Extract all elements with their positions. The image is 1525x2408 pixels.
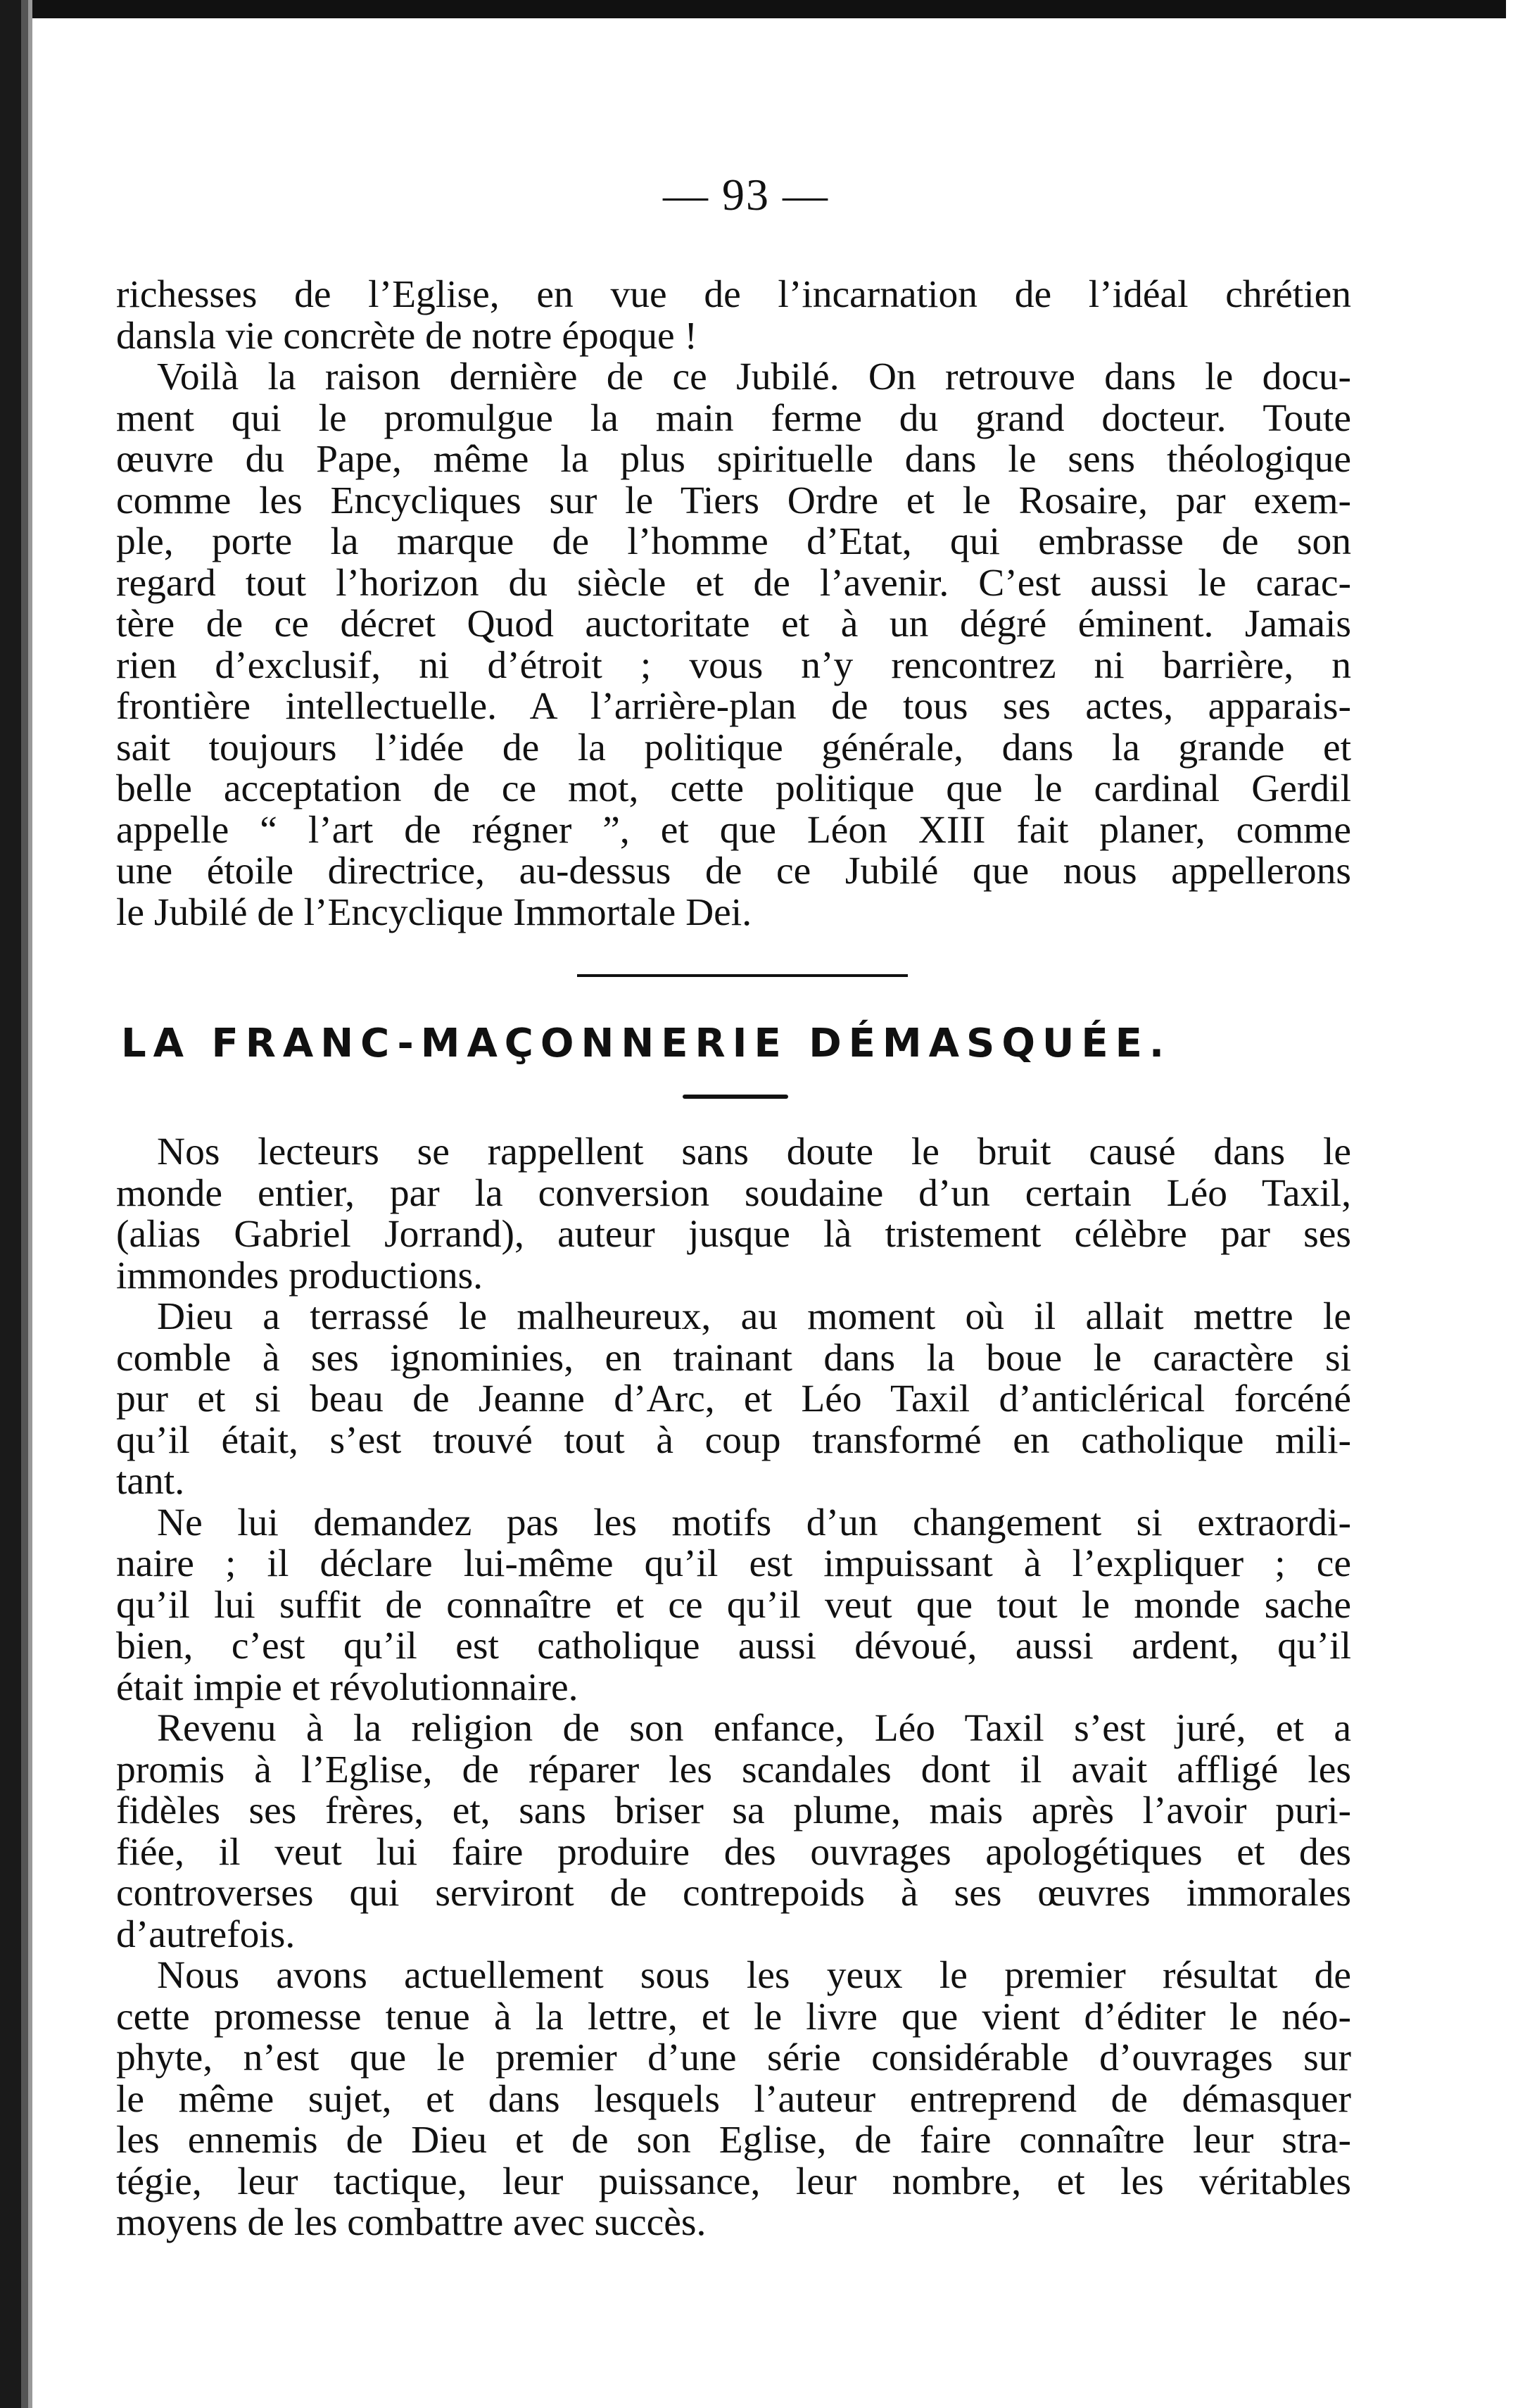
section-divider-rule (577, 974, 908, 977)
text-line: Voilà la raison dernière de ce Jubilé. On retrouve dans le docu- (157, 355, 1351, 398)
text-line: les ennemis de Dieu et de son Eglise, de faire connaître leur stra- (116, 2119, 1351, 2162)
paragraph (116, 1297, 1351, 1503)
section-heading: LA FRANC-MAÇONNERIE DÉMASQUÉE. (121, 1021, 1172, 1066)
text-line: tégie, leur tactique, leur puissance, leur nombre, et les véritables (116, 2160, 1351, 2203)
text-line: Ne lui demandez pas les motifs d’un changement si extraordi- (157, 1501, 1351, 1544)
text-line: tant. (116, 1460, 185, 1503)
paragraph (116, 1503, 1351, 1709)
text-line: Nos lecteurs se rappellent sans doute le bruit causé dans le (157, 1130, 1351, 1173)
text-line: immondes productions. (116, 1254, 483, 1297)
text-line: tère de ce décret Quod auctoritate et à un dégré éminent. Jamais (116, 603, 1351, 645)
text-line: rien d’exclusif, ni d’étroit ; vous n’y rencontrez ni barrière, n (116, 643, 1351, 687)
text-line: belle acceptation de ce mot, cette politique que le cardinal Gerdil (116, 767, 1351, 810)
heading-ornament-rule (683, 1095, 788, 1099)
section-continuation-text (116, 275, 1351, 933)
text-line: monde entier, par la conversion soudaine d’un certain Léo Taxil, (116, 1171, 1351, 1215)
text-line: (alias Gabriel Jorrand), auteur jusque là tristement célèbre par ses (116, 1213, 1351, 1256)
paragraph (116, 275, 1351, 357)
text-line: fidèles ses frères, et, sans briser sa plume, mais après l’avoir puri- (116, 1789, 1351, 1832)
text-line: dansla vie concrète de notre époque ! (116, 314, 697, 358)
text-line: frontière intellectuelle. A l’arrière-plan de tous ses actes, apparais- (116, 685, 1351, 728)
text-line: promis à l’Eglise, de réparer les scandales dont il avait affligé les (116, 1748, 1351, 1791)
paragraph (116, 357, 1351, 933)
text-line: naire ; il déclare lui-même qu’il est impuissant à l’expliquer ; ce (116, 1542, 1351, 1585)
text-line: moyens de les combattre avec succès. (116, 2201, 707, 2244)
text-line: pur et si beau de Jeanne d’Arc, et Léo Taxil d’anticlérical forcéné (116, 1378, 1351, 1420)
text-line: ple, porte la marque de l’homme d’Etat, qui embrasse de son (116, 520, 1351, 563)
text-line: était impie et révolutionnaire. (116, 1665, 578, 1709)
text-line: Nous avons actuellement sous les yeux le premier résultat de (157, 1954, 1351, 1997)
top-page-rule (14, 0, 1506, 18)
text-line: Dieu a terrassé le malheureux, au moment où il allait mettre le (157, 1295, 1351, 1338)
text-line: cette promesse tenue à la lettre, et le livre que vient d’éditer le néo- (116, 1995, 1351, 2038)
paragraph (116, 1955, 1351, 2244)
text-line: œuvre du Pape, même la plus spirituelle dans le sens théologique (116, 438, 1351, 481)
page-number: — 93 — (663, 170, 829, 220)
text-line: phyte, n’est que le premier d’une série considérable d’ouvrages sur (116, 2036, 1351, 2079)
text-line: qu’il était, s’est trouvé tout à coup transformé en catholique mili- (116, 1418, 1351, 1462)
text-line: appelle “ l’art de régner ”, et que Léon XIII fait planer, comme (116, 808, 1351, 852)
text-line: qu’il lui suffit de connaître et ce qu’il veut que tout le monde sache (116, 1583, 1351, 1627)
text-line: le Jubilé de l’Encyclique Immortale Dei. (116, 890, 752, 934)
text-line: richesses de l’Eglise, en vue de l’incarnation de l’idéal chrétien (116, 273, 1351, 316)
text-line: regard tout l’horizon du siècle et de l’avenir. C’est aussi le carac- (116, 561, 1351, 605)
text-line: comble à ses ignominies, en trainant dans la boue le caractère si (116, 1336, 1351, 1380)
text-line: bien, c’est qu’il est catholique aussi dévoué, aussi ardent, qu’il (116, 1625, 1351, 1668)
text-line: une étoile directrice, au-dessus de ce Jubilé que nous appellerons (116, 850, 1351, 893)
text-line: d’autrefois. (116, 1912, 296, 1956)
text-line: sait toujours l’idée de la politique générale, dans la grande et (116, 726, 1351, 769)
paragraph (116, 1708, 1351, 1955)
article-text (116, 1132, 1351, 2244)
text-line: le même sujet, et dans lesquels l’auteur entreprend de démasquer (116, 2077, 1351, 2121)
text-line: controverses qui serviront de contrepoids à ses œuvres immorales (116, 1872, 1351, 1915)
text-line: fiée, il veut lui faire produire des ouvrages apologétiques et des (116, 1830, 1351, 1874)
paragraph (116, 1132, 1351, 1297)
scan-left-edge (0, 0, 37, 2408)
text-line: comme les Encycliques sur le Tiers Ordre et le Rosaire, par exem- (116, 479, 1351, 522)
text-line: Revenu à la religion de son enfance, Léo Taxil s’est juré, et a (157, 1707, 1351, 1750)
text-line: ment qui le promulgue la main ferme du grand docteur. Toute (116, 396, 1351, 440)
